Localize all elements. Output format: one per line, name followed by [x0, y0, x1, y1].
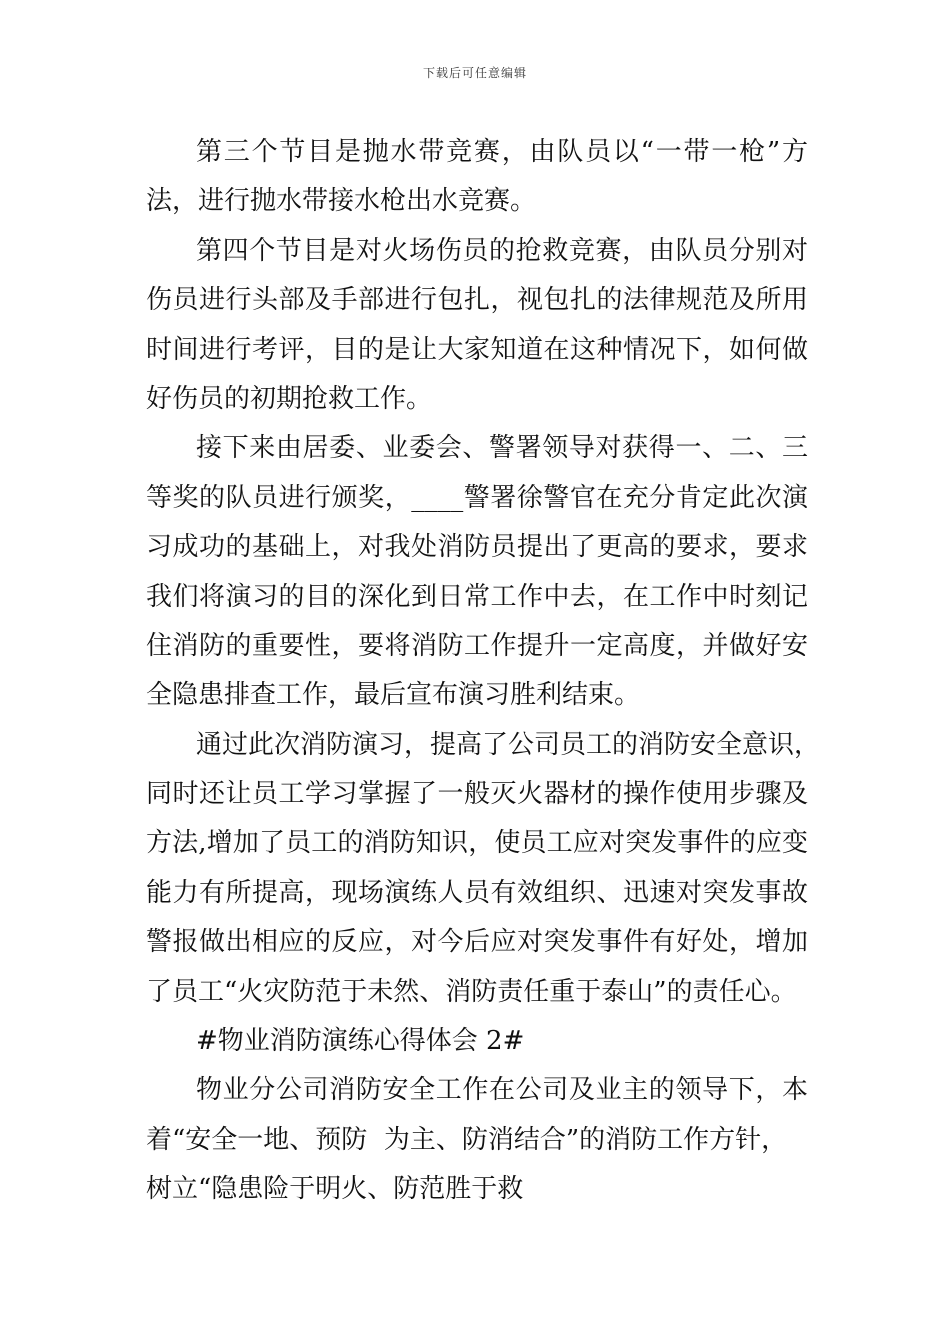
text-line: 第四个节目是对火场伤员的抢救竞赛，由队员分别对 — [196, 235, 808, 266]
text-line: 树立“隐患险于明火、防范胜于救 — [146, 1174, 524, 1205]
text-line: 等奖的队员进行颁奖，____警署徐警官在充分肯定此次演 — [146, 482, 808, 513]
section-heading — [146, 1017, 808, 1066]
text-line: 好伤员的初期抢救工作。 — [146, 383, 433, 414]
text-line: 伤员进行头部及手部进行包扎，视包扎的法律规范及所用 — [146, 285, 808, 316]
text-line: 第三个节目是抛水带竞赛，由队员以“一带一枪”方 — [196, 137, 808, 167]
paragraph-summary — [146, 721, 821, 1017]
text-line: 法，进行抛水带接水枪出水竞赛。 — [146, 186, 537, 217]
text-line: 方法,增加了员工的消防知识，使员工应对突发事件的应变 — [146, 828, 808, 859]
section-heading-text: #物业消防演练心得体会 2# — [196, 1026, 525, 1057]
text-line: 住消防的重要性，要将消防工作提升一定高度，并做好安 — [146, 630, 808, 661]
paragraph-awards — [146, 424, 808, 720]
text-line: 习成功的基础上，对我处消防员提出了更高的要求，要求 — [146, 532, 808, 563]
text-line: 着“安全一地、预防 为主、防消结合”的消防工作方针， — [146, 1124, 788, 1155]
text-line: 接下来由居委、业委会、警署领导对获得一、二、三 — [196, 433, 808, 464]
paragraph-property-intro — [146, 1066, 808, 1214]
text-line: 物业分公司消防安全工作在公司及业主的领导下，本 — [196, 1075, 808, 1106]
text-line: 了员工“火灾防范于未然、消防责任重于泰山”的责任心。 — [146, 976, 797, 1007]
text-line: 同时还让员工学习掌握了一般灭火器材的操作使用步骤及 — [146, 779, 808, 810]
page-header: 下载后可任意编辑 — [422, 66, 527, 80]
paragraph-program-four — [146, 227, 808, 425]
paragraph-program-three — [146, 128, 808, 227]
text-line: 能力有所提高，现场演练人员有效组织、迅速对突发事故 — [146, 877, 808, 908]
text-line: 警报做出相应的反应，对今后应对突发事件有好处，增加 — [146, 927, 808, 958]
text-line: 通过此次消防演习，提高了公司员工的消防安全意识， — [196, 729, 821, 760]
text-line: 全隐患排查工作，最后宣布演习胜利结束。 — [146, 680, 641, 711]
text-line: 我们将演习的目的深化到日常工作中去，在工作中时刻记 — [146, 581, 808, 612]
text-line: 时间进行考评，目的是让大家知道在这种情况下，如何做 — [146, 334, 808, 365]
document-body — [146, 128, 821, 1215]
